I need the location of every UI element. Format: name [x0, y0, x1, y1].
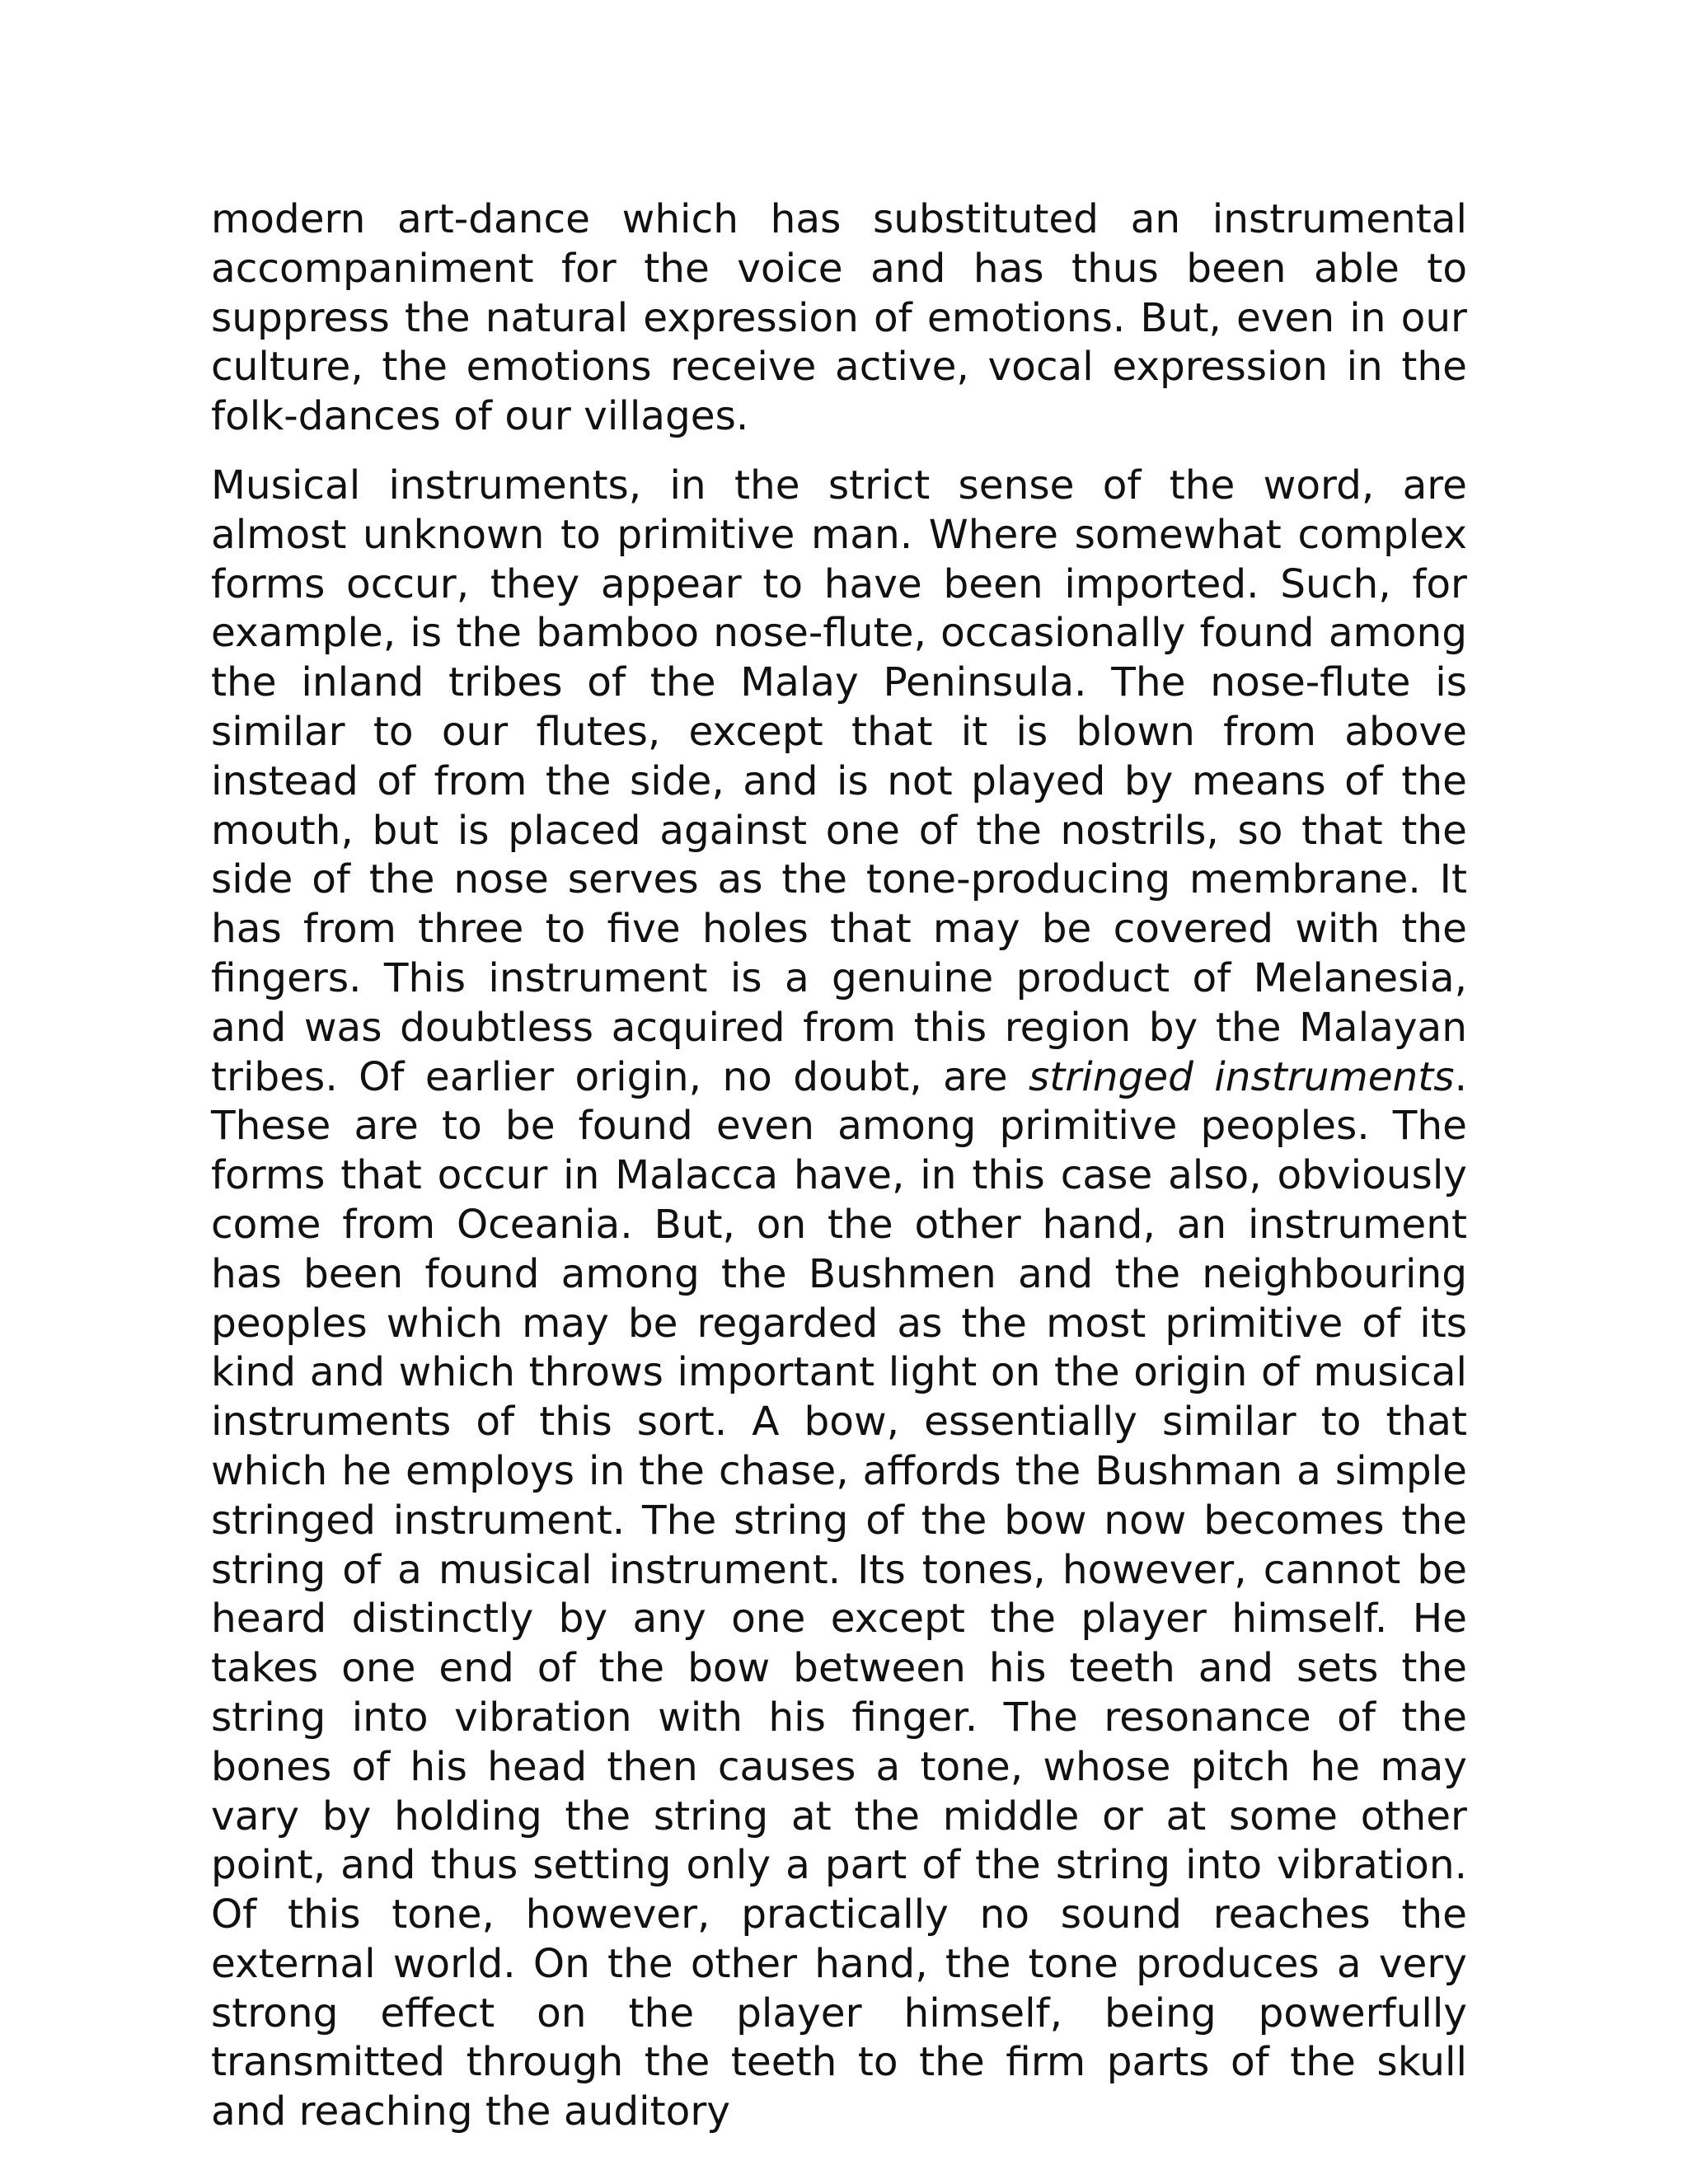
paragraph-art-dance	[211, 195, 1467, 442]
paragraph-musical-instruments	[211, 462, 1467, 2137]
document-page	[211, 195, 1467, 2137]
paragraph-musical-instruments-text-end: . These are to be found even among primitive peoples. The forms that occur in Malacca have, in this case also, obviously come from Oceania. But, on the other hand, an instrument has been found among the Bushmen and the neighbouring peoples which may be regarded as the most primitive of its kind and which throws important light on the origin of musical instruments of this sort. A bow, essentially similar to that which he employs in the chase, affords the Bushman a simple stringed instrument. The string of the bow now becomes the string of a musical instrument. Its tones, however, cannot be heard distinctly by any one except the player himself. He takes one end of the bow between his teeth and sets the string into vibration with his finger. The resonance of the bones of his head then causes a tone, whose pitch he may vary by holding the string at the middle or at some other point, and thus setting only a part of the string into vibration. Of this tone, however, practically no sound reaches the external world. On the other hand, the tone produces a very strong effect on the player himself, being powerfully transmitted through the teeth to the firm parts of the skull and reaching the auditory	[211, 1053, 1467, 2135]
paragraph-art-dance-text: modern art-dance which has substituted an instrumental accompaniment for the voice and has thus been able to suppress the natural expression of emotions. But, even in our culture, the emotions receive active, vocal expression in the folk-dances of our villages.	[211, 196, 1467, 440]
paragraph-musical-instruments-text-start: Musical instruments, in the strict sense of the word, are almost unknown to primitive man. Where somewhat complex forms occur, they appear to have been imported. Such, for example, is the bamboo nose-flute, occasionally found among the inland tribes of the Malay Peninsula. The nose-flute is similar to our flutes, except that it is blown from above instead of from the side, and is not played by means of the mouth, but is placed against one of the nostrils, so that the side of the nose serves as the tone-producing membrane. It has from three to five holes that may be covered with the fingers. This instrument is a genuine product of Melanesia, and was doubtless acquired from this region by the Malayan tribes. Of earlier origin, no doubt, are	[211, 462, 1467, 1100]
emphasis-stringed-instruments: stringed instruments	[1029, 1053, 1455, 1100]
